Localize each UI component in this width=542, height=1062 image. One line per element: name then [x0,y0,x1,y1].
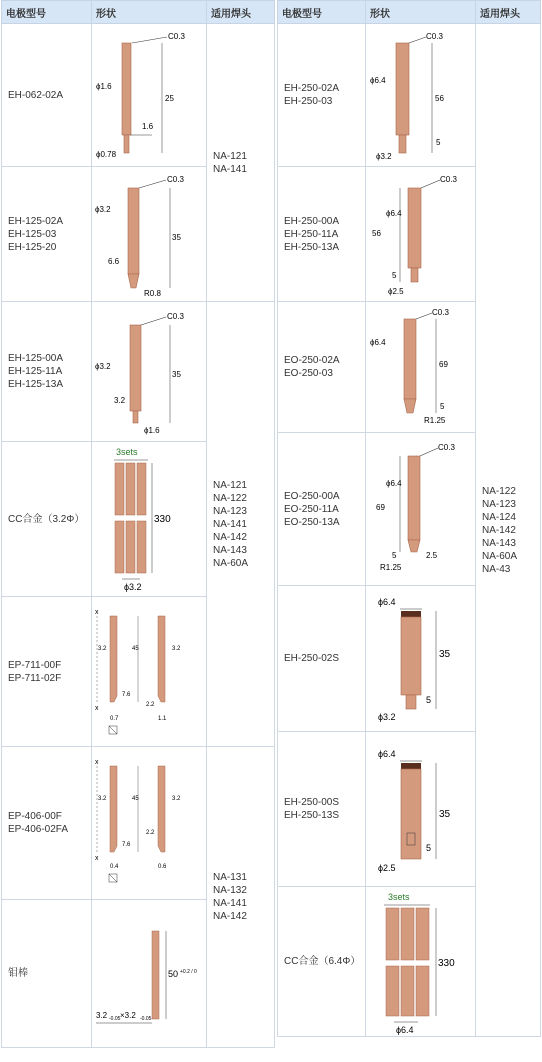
dim-tip: ϕ2.5 [388,286,404,296]
tip-cell [207,24,275,302]
dim-tip: ϕ2.5 [378,862,396,873]
electrode-blade [110,766,117,852]
dim-step: 3.2 [114,395,126,405]
dim-step: 1.6 [142,121,154,131]
rod-drawing [92,443,207,596]
shape-cell [366,433,476,586]
rod [137,521,146,573]
rod [115,521,124,573]
tip-name: NA-132 [213,885,247,896]
table-row [2,747,275,900]
shape-cell [92,442,207,597]
electrode-blade [158,616,165,702]
right-electrode-table [277,0,541,1037]
electrode-body [408,456,420,540]
molybdenum-rod-drawing [92,901,207,1047]
header-shape: 形状 [92,1,207,24]
dim-step: 5 [392,550,397,560]
model-cell [278,433,366,586]
shape-cell [92,24,207,167]
left-electrode-table [1,0,275,1048]
electrode-body [401,617,421,695]
table-row [2,24,275,167]
rod [401,966,414,1016]
rod [115,463,124,515]
model-cell [278,167,366,302]
dim-radius: R1.25 [380,562,402,572]
model-name: EO-250-13A [284,516,340,528]
model-name: EP-711-00F [8,659,62,671]
electrode-body [122,43,131,135]
electrode-body [408,188,421,268]
tip-name: NA-141 [213,163,247,175]
dim-width: 3.2 [98,795,107,802]
electrode-tip [404,399,416,413]
dim-d: 1.1 [158,715,167,722]
dim-length: 56 [435,93,444,103]
shape-cell [366,732,476,887]
tip-name: NA-131 [213,872,247,883]
dim-b: 2.2 [146,701,155,708]
tip-name: NA-122 [482,485,516,497]
dim-diameter: ϕ6.4 [386,208,402,218]
electrode-drawing [366,168,476,301]
rod [386,966,399,1016]
tip-name: NA-141 [213,898,247,909]
model-name: EO-250-00A [284,490,340,502]
dim-tip: ϕ3.2 [376,151,392,161]
electrode-drawing [92,168,207,301]
model-name: EH-250-11A [284,228,339,240]
dim-length: 56 [372,228,381,238]
dim-x: x [95,704,99,712]
shape-cell [366,302,476,433]
dim-a: 7.6 [122,841,131,848]
rod [416,908,429,960]
shape-cell [92,597,207,747]
dim-b: 2.2 [146,829,155,836]
rod [137,463,146,515]
dim-width: 3.2 [172,645,181,652]
dim-diameter: ϕ6.4 [386,478,402,488]
dim-x: x [95,854,99,862]
dim-sub: -0.05 [109,1015,121,1022]
dim-diameter: ϕ3.2 [124,581,142,592]
electrode-tip [406,695,416,709]
tip-name: NA-141 [213,518,247,530]
tip-cell [476,24,541,1037]
shape-cell [92,302,207,442]
dim-chamfer: C0.3 [432,307,449,317]
tip-name: NA-142 [482,524,516,536]
electrode-drawing [366,587,476,731]
electrode-blade [110,616,117,702]
table-row [2,302,275,442]
dim-diameter: ϕ6.4 [378,748,396,759]
dim-tip: ϕ3.2 [378,711,396,722]
table-row [278,24,541,167]
model-cell [2,167,92,302]
shape-cell [92,167,207,302]
electrode-body [128,188,139,274]
tip-name: NA-60A [213,557,249,569]
electrode-drawing [366,303,476,432]
electrode-tip [128,274,139,288]
tip-name: NA-60A [482,550,518,562]
rod [126,521,135,573]
tip-name: NA-121 [213,150,247,162]
dim-length: 69 [376,502,385,512]
electrode-cap [401,611,421,617]
tip-name: NA-43 [482,563,511,575]
dim-tip: ϕ0.78 [96,149,117,159]
dim-step: 5 [392,270,397,280]
sets-label: 3sets [388,891,410,902]
model-cell [2,442,92,597]
model-cell [278,732,366,887]
model-name: EP-711-02F [8,672,62,684]
model-name: EH-125-13A [8,379,64,390]
dim-radius: R0.8 [144,288,161,298]
dim-diameter: ϕ6.4 [370,75,386,85]
dim-diameter: ϕ6.4 [396,1024,414,1035]
dim-chamfer: C0.3 [438,442,455,452]
tip-name: NA-122 [213,492,247,504]
rod [126,463,135,515]
rod [401,908,414,960]
tip-name: NA-121 [213,479,247,491]
dim-tip: 2.5 [426,550,438,560]
flat-electrode-drawing [92,598,207,746]
model-cell [2,900,92,1048]
dim-length: 35 [172,232,181,242]
dim-chamfer: C0.3 [167,311,184,321]
dim-sub2: -0.05 [140,1015,152,1022]
dim-length: 330 [154,513,171,525]
electrode-drawing [366,434,476,585]
shape-cell [366,586,476,732]
dim-tolerance: +0.2 / 0 [180,968,197,975]
dim-length: 330 [438,957,455,969]
model-name: CC合金（6.4Φ） [284,956,361,967]
electrode-drawing [92,303,207,441]
shape-cell [366,24,476,167]
model-cell [278,887,366,1037]
dim-chamfer: C0.3 [426,31,443,41]
dim-step: 6.6 [108,256,120,266]
dim-step: 5 [436,137,441,147]
tip-name: NA-123 [213,505,247,517]
electrode-tip [124,135,129,153]
electrode-cap [401,763,421,769]
dim-step: 5 [426,694,432,705]
dim-length: 45 [132,645,139,652]
shape-cell [366,167,476,302]
dim-a: 7.6 [122,691,131,698]
dim-tip: ϕ1.6 [144,425,160,435]
dim-chamfer: C0.3 [167,174,184,184]
model-name: EP-406-02FA [8,824,69,835]
model-name: EP-406-00F [8,811,62,822]
model-name: EH-125-03 [8,228,57,240]
electrode-tip [133,411,138,423]
dim-x: x [95,758,99,766]
model-cell [2,597,92,747]
rod [152,931,159,1019]
dim-length: 25 [165,93,174,103]
dim-length: 45 [132,795,139,802]
model-name: EH-062-02A [8,89,64,101]
tip-name: NA-143 [482,537,516,549]
tip-cell [207,747,275,1048]
dim-diameter: ϕ1.6 [96,81,112,91]
sets-label: 3sets [116,446,138,457]
dim-length: 35 [439,808,451,820]
rod [386,908,399,960]
tip-name: NA-142 [213,531,247,543]
dim-diameter: ϕ3.2 [95,361,111,371]
electrode-tip [399,135,406,153]
rod [416,966,429,1016]
dim-d: 0.6 [158,863,167,870]
electrode-drawing [366,25,476,166]
electrode-body [396,43,409,135]
tip-name: NA-143 [213,544,247,556]
left-header-row [2,1,275,24]
dim-step: 5 [426,842,432,853]
dim-length: 35 [172,369,181,379]
model-name: EH-250-03 [284,96,333,107]
model-name: EH-250-13S [284,810,340,821]
model-name: EH-125-11A [8,366,63,377]
electrode-drawing [92,25,207,166]
model-name: EH-250-13A [284,241,340,253]
electrode-blade [158,766,165,852]
tip-cell [207,302,275,747]
electrode-body [404,319,416,399]
model-cell [2,24,92,167]
dim-c: 0.4 [110,863,119,870]
model-cell [278,302,366,433]
dim-length: 35 [439,648,451,660]
dim-length: 50 [168,968,179,979]
model-cell [2,747,92,900]
dim-width: 3.2 [98,645,107,652]
electrode-tip [411,268,418,282]
dim-diameter: ϕ6.4 [370,337,386,347]
header-tip: 适用焊头 [207,1,275,24]
tip-name: NA-123 [482,498,516,510]
rod-drawing [366,888,476,1036]
model-name: EO-250-11A [284,503,339,515]
model-name: EH-250-00A [284,215,340,227]
flat-electrode-drawing [92,748,207,899]
model-name: EH-250-00S [284,797,340,808]
electrode-tip [408,540,420,552]
dim-chamfer: C0.3 [440,174,457,184]
dim-size: 3.2 [96,1010,108,1020]
model-cell [2,302,92,442]
dim-times: ×3.2 [120,1010,136,1020]
tip-name: NA-124 [482,511,516,523]
model-name: 钼棒 [8,968,28,979]
shape-cell [92,747,207,900]
dim-width: 3.2 [172,795,181,802]
model-name: EH-125-00A [8,353,64,364]
shape-cell [366,887,476,1037]
right-header-row [278,1,541,24]
electrode-body [130,325,141,411]
header-shape: 形状 [366,1,476,24]
header-model: 电极型号 [278,1,366,24]
model-cell [278,24,366,167]
dim-x: x [95,608,99,616]
model-name: EO-250-02A [284,355,340,366]
header-tip: 适用焊头 [476,1,541,24]
dim-radius: R1.25 [424,415,446,425]
model-name: EH-250-02S [284,653,340,664]
electrode-drawing [366,733,476,886]
electrode-body [401,769,421,859]
dim-length: 69 [439,359,448,369]
dim-step: 5 [440,401,445,411]
model-name: EO-250-03 [284,368,333,379]
model-name: EH-125-02A [8,215,64,227]
header-model: 电极型号 [2,1,92,24]
model-name: EH-250-02A [284,83,340,94]
dim-diameter: ϕ6.4 [378,596,396,607]
dim-chamfer: C0.3 [168,31,185,41]
model-name: EH-125-20 [8,241,57,253]
model-cell [278,586,366,732]
dim-diameter: ϕ3.2 [95,204,111,214]
shape-cell [92,900,207,1048]
tip-name: NA-142 [213,911,247,922]
dim-c: 0.7 [110,715,119,722]
model-name: CC合金（3.2Φ） [8,513,85,525]
